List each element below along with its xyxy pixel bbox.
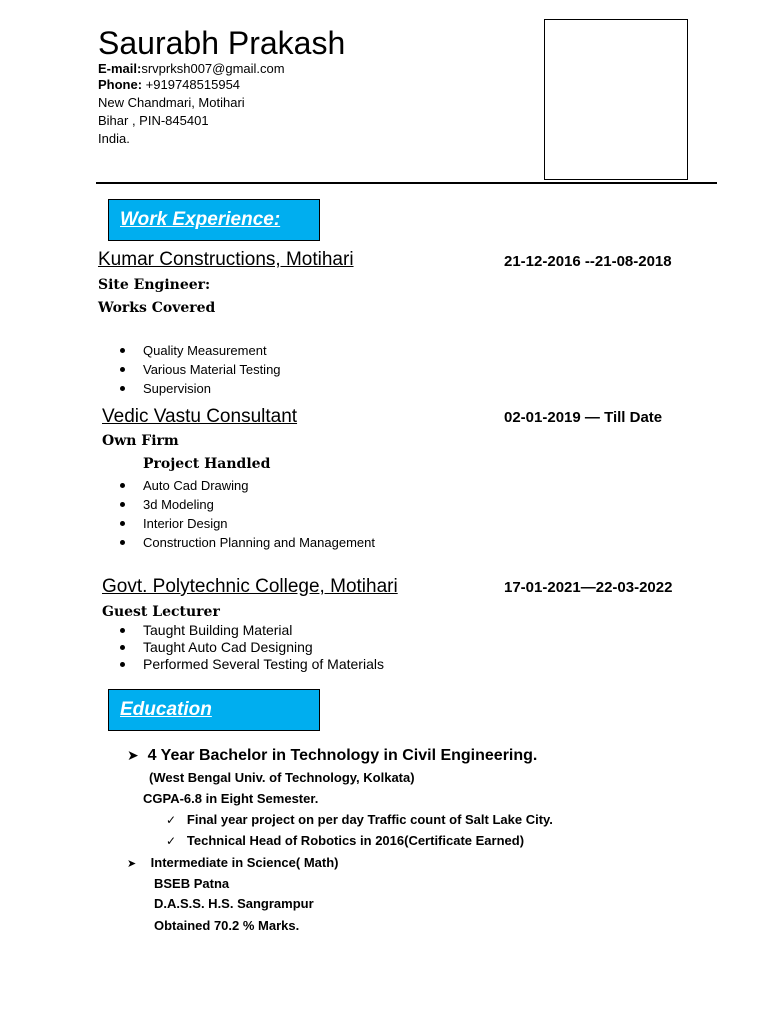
address-line-2: Bihar , PIN-845401: [98, 113, 209, 128]
intermediate-text: Intermediate in Science( Math): [150, 855, 339, 870]
email-value[interactable]: srvprksh007@gmail.com: [141, 61, 285, 76]
intermediate-line: [127, 855, 339, 872]
job-3-dates: 17-01-2021—22-03-2022: [504, 579, 673, 596]
phone-label: Phone:: [98, 77, 143, 92]
checkmark-icon: ✓: [166, 813, 177, 827]
degree-text: 4 Year Bachelor in Technology in Civil Engineering.: [147, 747, 538, 764]
header-divider: [96, 182, 717, 184]
candidate-name: Saurabh Prakash: [98, 25, 346, 61]
job-2-subheading: Project Handled: [143, 456, 271, 472]
list-item: Interior Design: [118, 514, 375, 533]
marks: Obtained 70.2 % Marks.: [154, 918, 300, 933]
board: BSEB Patna: [154, 876, 230, 891]
list-item: Construction Planning and Management: [118, 533, 375, 552]
list-item: Auto Cad Drawing: [118, 476, 375, 495]
email-label: E-mail:: [98, 61, 142, 76]
job-3-list: [118, 622, 384, 673]
job-1-org: Kumar Constructions, Motihari: [98, 249, 354, 270]
job-1-list: [118, 341, 281, 398]
university: (West Bengal Univ. of Technology, Kolkata): [149, 770, 415, 785]
phone-line: [98, 77, 240, 93]
job-2-list: [118, 476, 375, 552]
achievement-1-text: Final year project on per day Traffic count of Salt Lake City.: [186, 812, 553, 827]
address-line-1: New Chandmari, Motihari: [98, 95, 245, 110]
arrow-bullet-icon: ➤: [127, 747, 139, 763]
job-1-role: Site Engineer:: [98, 277, 211, 293]
list-item: 3d Modeling: [118, 495, 375, 514]
phone-value: +919748515954: [142, 77, 241, 92]
address-line-3: India.: [98, 131, 130, 146]
school: D.A.S.S. H.S. Sangrampur: [154, 896, 314, 911]
degree-line: [127, 745, 537, 766]
list-item: Performed Several Testing of Materials: [118, 656, 384, 673]
email-line: [98, 61, 285, 77]
job-2-role: Own Firm: [102, 433, 179, 449]
job-3-role: Guest Lecturer: [102, 604, 220, 620]
cgpa: CGPA-6.8 in Eight Semester.: [143, 791, 319, 806]
list-item: Various Material Testing: [118, 360, 281, 379]
achievement-1: [166, 812, 553, 828]
list-item: Taught Building Material: [118, 622, 384, 639]
photo-placeholder: [544, 19, 688, 180]
education-heading: [108, 689, 320, 731]
job-2-org: Vedic Vastu Consultant: [102, 406, 298, 427]
education-label: Education: [120, 699, 212, 720]
checkmark-icon: ✓: [166, 834, 177, 848]
job-2-dates: 02-01-2019 — Till Date: [504, 409, 663, 426]
achievement-2-text: Technical Head of Robotics in 2016(Certificate Earned): [186, 833, 525, 848]
job-1-dates: 21-12-2016 --21-08-2018: [504, 253, 672, 270]
list-item: Taught Auto Cad Designing: [118, 639, 384, 656]
arrow-bullet-icon: ➤: [127, 858, 137, 870]
list-item: Quality Measurement: [118, 341, 281, 360]
list-item: Supervision: [118, 379, 281, 398]
job-3-org: Govt. Polytechnic College, Motihari: [102, 576, 398, 597]
work-experience-label: Work Experience:: [120, 209, 281, 230]
job-1-subheading: Works Covered: [98, 300, 216, 316]
achievement-2: [166, 833, 524, 849]
work-experience-heading: [108, 199, 320, 241]
